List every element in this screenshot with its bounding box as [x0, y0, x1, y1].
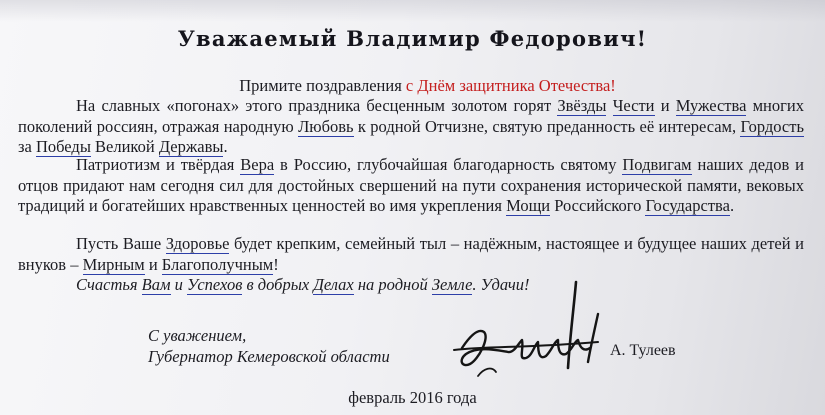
text-run: .	[729, 196, 735, 215]
handwritten-signature	[448, 276, 618, 396]
text-run: многих поколений россиян, отражая народную	[18, 96, 804, 136]
underlined-word: Подвигам	[622, 155, 692, 174]
signatory-position: Губернатор Кемеровской области	[148, 347, 390, 366]
text-run: к родной Отчизне, святую преданность её интересам,	[353, 116, 741, 136]
underlined-word: Мощи	[506, 196, 551, 215]
holiday-name: с Днём защитника Отечества!	[405, 76, 616, 95]
salutation-heading: Уважаемый Владимир Федорович!	[177, 26, 648, 51]
paragraph-2	[18, 155, 804, 217]
text-run: Патриотизм и твёрдая	[76, 155, 241, 174]
underlined-word: Любовь	[298, 116, 354, 136]
underlined-word: Вера	[240, 155, 275, 174]
underlined-word: Звёзды	[557, 96, 607, 115]
paragraph-4	[18, 275, 804, 296]
underlined-word: Земле	[431, 275, 473, 294]
underlined-word: Мужества	[675, 96, 747, 115]
text-run: в Россию, глубочайшая благодарность святому	[274, 155, 623, 174]
text-run	[606, 96, 612, 115]
text-run: Великой	[90, 137, 159, 156]
underlined-word: Державы	[158, 137, 224, 156]
paragraph-1	[18, 96, 804, 158]
text-run: и	[170, 275, 188, 294]
text-run: будет крепким, семейный тыл – надёжным, настоящее и будущее наших детей и внуков –	[18, 234, 805, 274]
intro-prefix: Примите поздравления	[239, 76, 406, 95]
text-run: !	[273, 254, 279, 274]
text-run: .	[223, 137, 228, 156]
text-run: наших дедов и отцов придают нам сегодня сил для достойных свершений на пути сохранения исторической памяти, вековых традиций и богатейших нравственных ценностей во имя укрепления	[18, 155, 804, 215]
underlined-word: Здоровье	[165, 234, 230, 253]
text-run: Счастья	[76, 275, 142, 294]
text-run: и	[144, 254, 162, 274]
underlined-word: Успехов	[187, 275, 243, 294]
text-run: и	[654, 96, 676, 115]
underlined-word: Делах	[313, 275, 354, 294]
underlined-word: Мирным	[82, 254, 145, 274]
text-run: за	[18, 137, 36, 156]
underlined-word: Благополучным	[161, 254, 274, 274]
underlined-word: Победы	[35, 137, 91, 156]
closing-regards: С уважением,	[148, 326, 247, 345]
text-run: Пусть Ваше	[76, 234, 166, 253]
underlined-word: Государства	[645, 196, 730, 215]
intro-line	[0, 76, 825, 96]
text-run: . Удачи!	[472, 275, 530, 294]
underlined-word: Гордость	[740, 116, 804, 136]
text-run: На славных «погонах» этого праздника бесценным золотом горят	[76, 96, 558, 115]
signatory-name: А. Тулеев	[610, 342, 676, 359]
text-run: в добрых	[242, 275, 314, 294]
signature-block	[148, 325, 390, 367]
underlined-word: Вам	[141, 275, 171, 294]
letter-date: февраль 2016 года	[348, 388, 477, 407]
text-run: Российского	[550, 196, 646, 215]
text-run: на родной	[353, 275, 432, 294]
paragraph-3	[18, 234, 804, 275]
underlined-word: Чести	[612, 96, 655, 115]
